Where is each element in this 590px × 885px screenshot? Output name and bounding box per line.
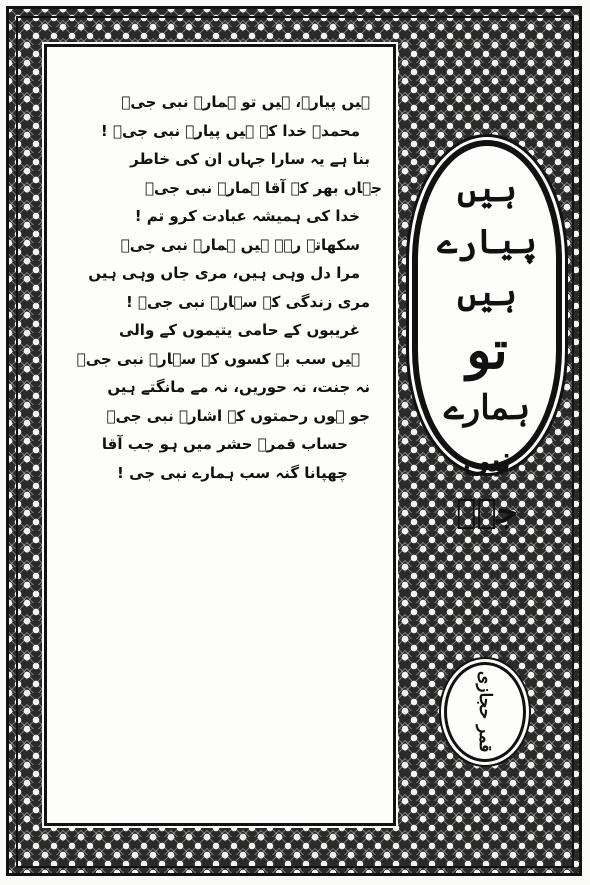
poem-line-5: خدا کی ہمیشہ عبادت کرو تم !: [134, 207, 360, 225]
poem-line-6: سکھاتے رہے ہیں ہمارے نبی جیؐ: [120, 235, 360, 254]
poem-line-4: جہاں بھر کے آقا ہمارے نبی جیؐ: [144, 178, 382, 197]
title-line-3: تو: [466, 320, 508, 381]
poem-text: [58, 92, 388, 491]
title-line-5: جیؐ: [456, 492, 518, 532]
poem-line-12: جو ہوں رحمتوں کے اشارے نبی جیؐ: [106, 406, 370, 425]
title-line-2: پیارے ہیں: [437, 222, 537, 314]
poem-line-2: محمدؐ خدا کے ہیں پیارے نبی جیؐ !: [100, 121, 360, 140]
poem-line-14: چھپانا گنہ سب ہمارے نبی جی !: [117, 463, 348, 482]
poem-line-8: مری زندگی کے سہارے نبی جیؐ !: [125, 292, 370, 311]
poem-line-11: نہ جنت، نہ حوریں، نہ مے مانگتے ہیں: [107, 378, 370, 396]
title-oval: [412, 140, 562, 532]
poem-line-3: بنا ہے یہ سارا جہاں ان کی خاطر: [130, 150, 370, 168]
title-line-1: ہیں: [457, 170, 517, 210]
author-name: قمر حجازی: [475, 671, 495, 753]
poem-line-9: غریبوں کے حامی یتیموں کے والی: [119, 321, 360, 339]
poem-line-7: مرا دل وہی ہیں، مری جاں وہی ہیں: [88, 264, 360, 282]
title-text: [418, 164, 556, 538]
title-line-4: ہمارے نبی: [443, 388, 531, 480]
poem-line-13: حساب قمرؔ حشر میں ہو جب آقا: [101, 435, 348, 453]
poem-line-1: ہیں پیارے، ہیں تو ہمارے نبی جیؐ: [121, 93, 370, 111]
author-seal: [444, 662, 526, 762]
poem-line-10: ہیں سب بے کسوں کے سہارے نبی جیؐ: [76, 349, 360, 368]
